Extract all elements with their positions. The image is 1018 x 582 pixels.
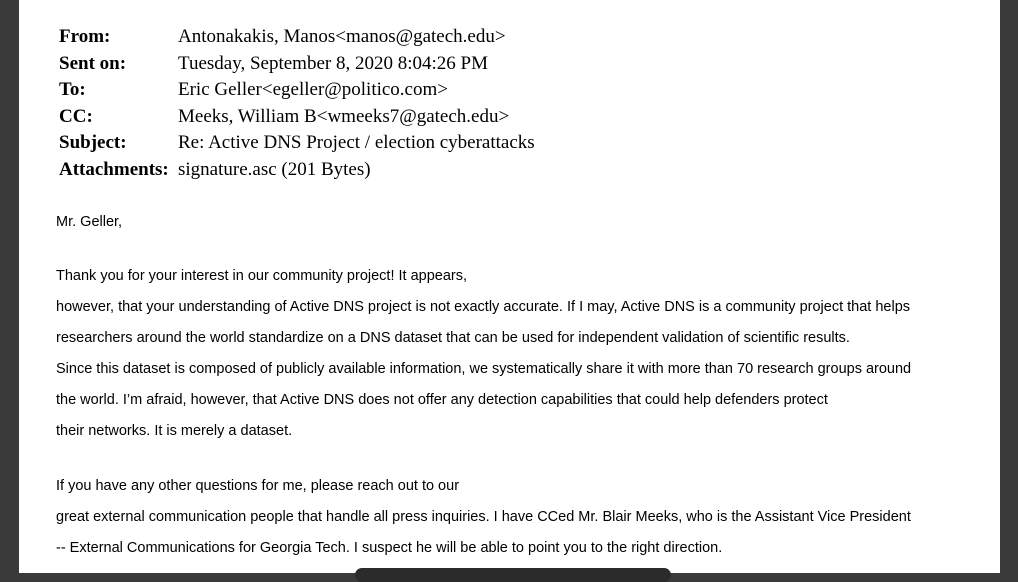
body-line: however, that your understanding of Active DNS project is not exactly accurate. If I may, Active DNS is a community project that helps — [56, 299, 911, 315]
body-line: great external communication people that handle all press inquiries. I have CCed Mr. Blair Meeks, who is the Assistant Vice President — [56, 509, 911, 525]
sent-on-label: Sent on: — [59, 52, 127, 74]
body-line: the world. I’m afraid, however, that Active DNS does not offer any detection capabilities that could help defenders protect — [56, 392, 828, 408]
body-line: Since this dataset is composed of publicly available information, we systematically share it with more than 70 research groups around — [56, 361, 912, 377]
to-value: Eric Geller<egeller@politico.com> — [178, 79, 448, 101]
subject-value: Re: Active DNS Project / election cyberattacks — [178, 132, 535, 154]
cc-label: CC: — [59, 105, 93, 127]
viewer-toolbar-pill[interactable] — [355, 568, 671, 582]
greeting: Mr. Geller, — [56, 214, 123, 230]
cc-value: Meeks, William B<wmeeks7@gatech.edu> — [178, 105, 510, 127]
sent-on-value: Tuesday, September 8, 2020 8:04:26 PM — [178, 52, 488, 74]
body-line: Thank you for your interest in our community project! It appears, — [56, 268, 468, 284]
attachments-label: Attachments: — [59, 158, 169, 180]
from-label: From: — [59, 26, 111, 47]
attachments-value[interactable]: signature.asc (201 Bytes) — [178, 158, 371, 180]
to-label: To: — [59, 79, 86, 101]
body-line: -- External Communications for Georgia Tech. I suspect he will be able to point you to the right direction. — [56, 540, 723, 556]
from-value: Antonakakis, Manos<manos@gatech.edu> — [178, 26, 506, 47]
body-line: their networks. It is merely a dataset. — [56, 423, 293, 439]
body-line: researchers around the world standardize on a DNS dataset that can be used for independent validation of scientific results. — [56, 330, 850, 346]
email-document — [19, 0, 1000, 573]
subject-label: Subject: — [59, 132, 127, 154]
body-line: If you have any other questions for me, please reach out to our — [56, 478, 460, 494]
